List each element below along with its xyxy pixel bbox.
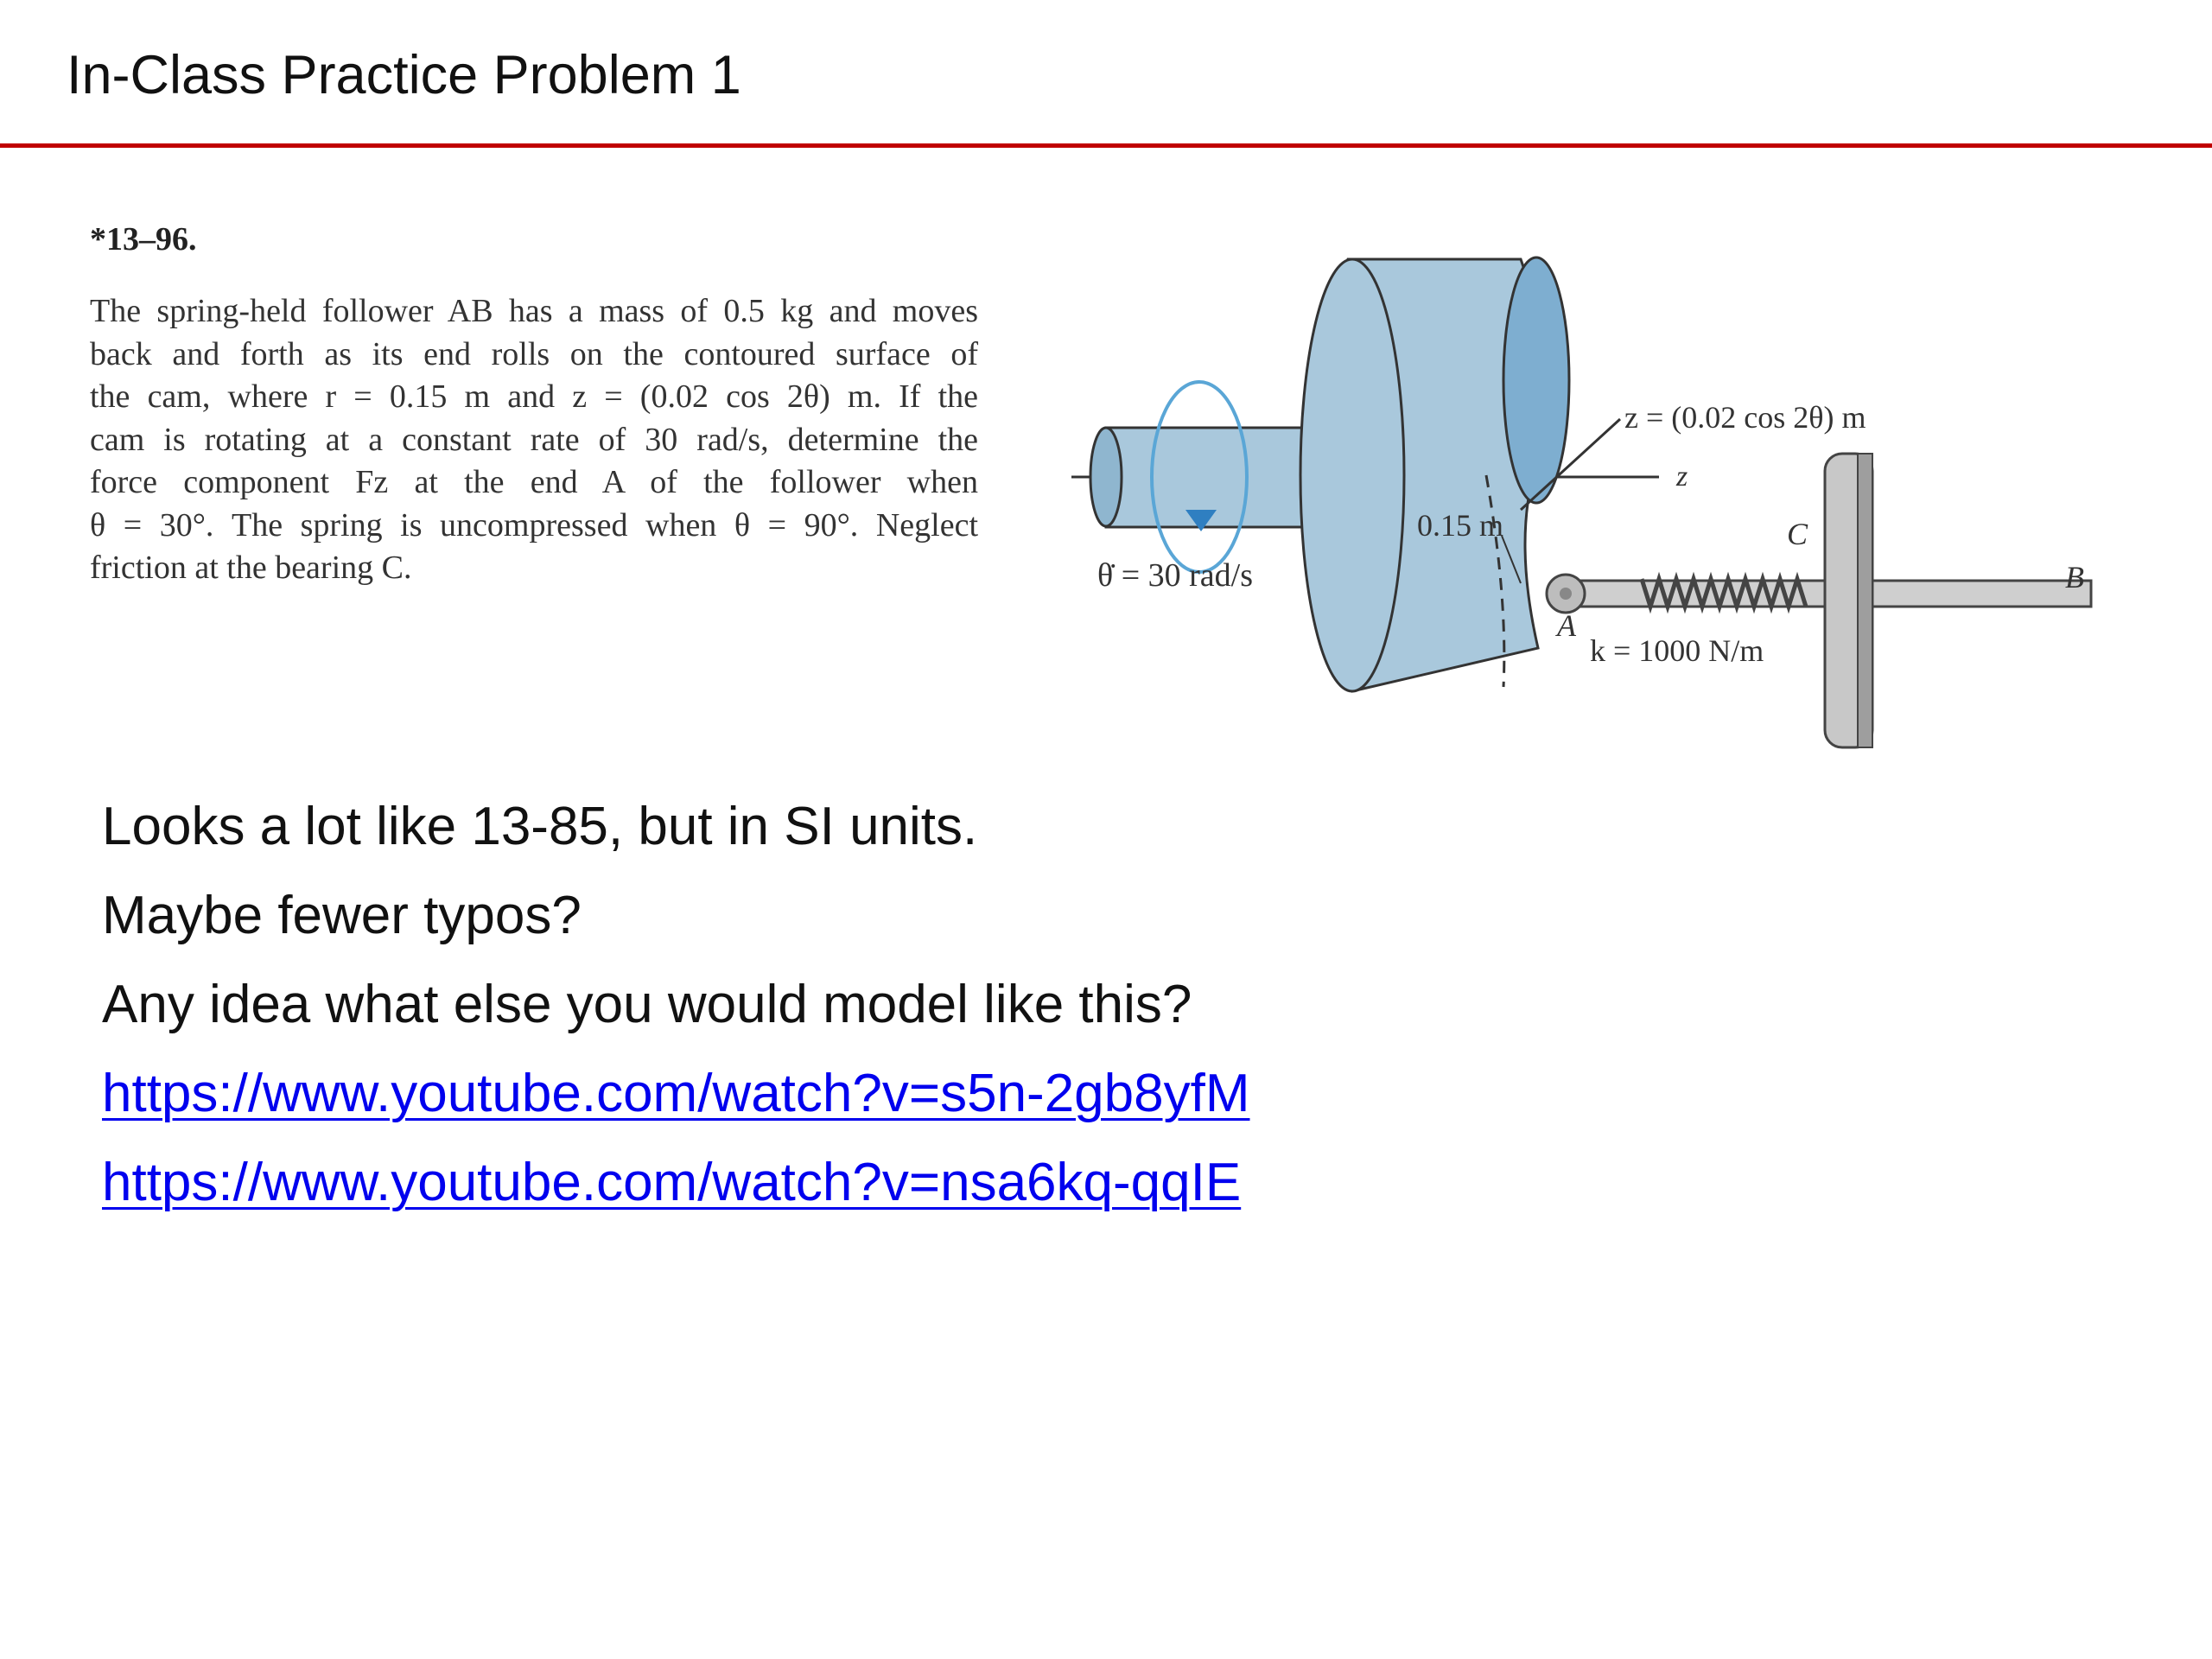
problem-statement (90, 290, 978, 590)
problem-line: back and forth as its end rolls on the contoured surface of (90, 335, 978, 372)
point-b-label: B (2065, 560, 2084, 594)
radius-label: 0.15 m (1417, 508, 1504, 543)
video-link-1[interactable]: https://www.youtube.com/watch?v=s5n-2gb8yfM (102, 1064, 1250, 1123)
problem-line: the cam, where r = 0.15 m and z = (0.02 cos 2θ) m. If the (90, 378, 978, 415)
note-line: Any idea what else you would model like this? (102, 975, 1192, 1034)
shaft-end (1090, 428, 1122, 526)
cam-left-face (1300, 259, 1404, 691)
note-line: Looks a lot like 13-85, but in SI units. (102, 797, 978, 856)
z-axis-label: z (1676, 461, 1688, 493)
cam-contour-face (1503, 257, 1569, 503)
video-link-2[interactable]: https://www.youtube.com/watch?v=nsa6kq-qqIE (102, 1153, 1242, 1212)
roller-pin (1560, 588, 1572, 600)
bearing-plate-edge (1858, 454, 1872, 747)
note-line: Maybe fewer typos? (102, 886, 582, 945)
z-equation-label: z = (0.02 cos 2θ) m (1624, 400, 1866, 435)
problem-line: friction at the bearing C. (90, 550, 412, 586)
spring-constant-label: k = 1000 N/m (1590, 633, 1764, 668)
problem-line: force component Fz at the end A of the follower when (90, 464, 978, 500)
cam-follower-diagram (1071, 251, 2108, 769)
problem-line: cam is rotating at a constant rate of 30 rad/s, determine the (90, 421, 978, 458)
problem-line: The spring-held follower AB has a mass of 0.5 kg and moves (90, 293, 978, 329)
problem-number: *13–96. (90, 221, 197, 257)
title-divider (0, 143, 2212, 148)
problem-line: θ = 30°. The spring is uncompressed when θ = 90°. Neglect (90, 506, 978, 543)
angular-velocity-label: θ̇ = 30 rad/s (1097, 557, 1253, 594)
point-c-label: C (1787, 517, 1808, 551)
slide-notes (102, 782, 1250, 1227)
slide-title: In-Class Practice Problem 1 (67, 45, 741, 105)
point-a-label: A (1557, 608, 1576, 643)
